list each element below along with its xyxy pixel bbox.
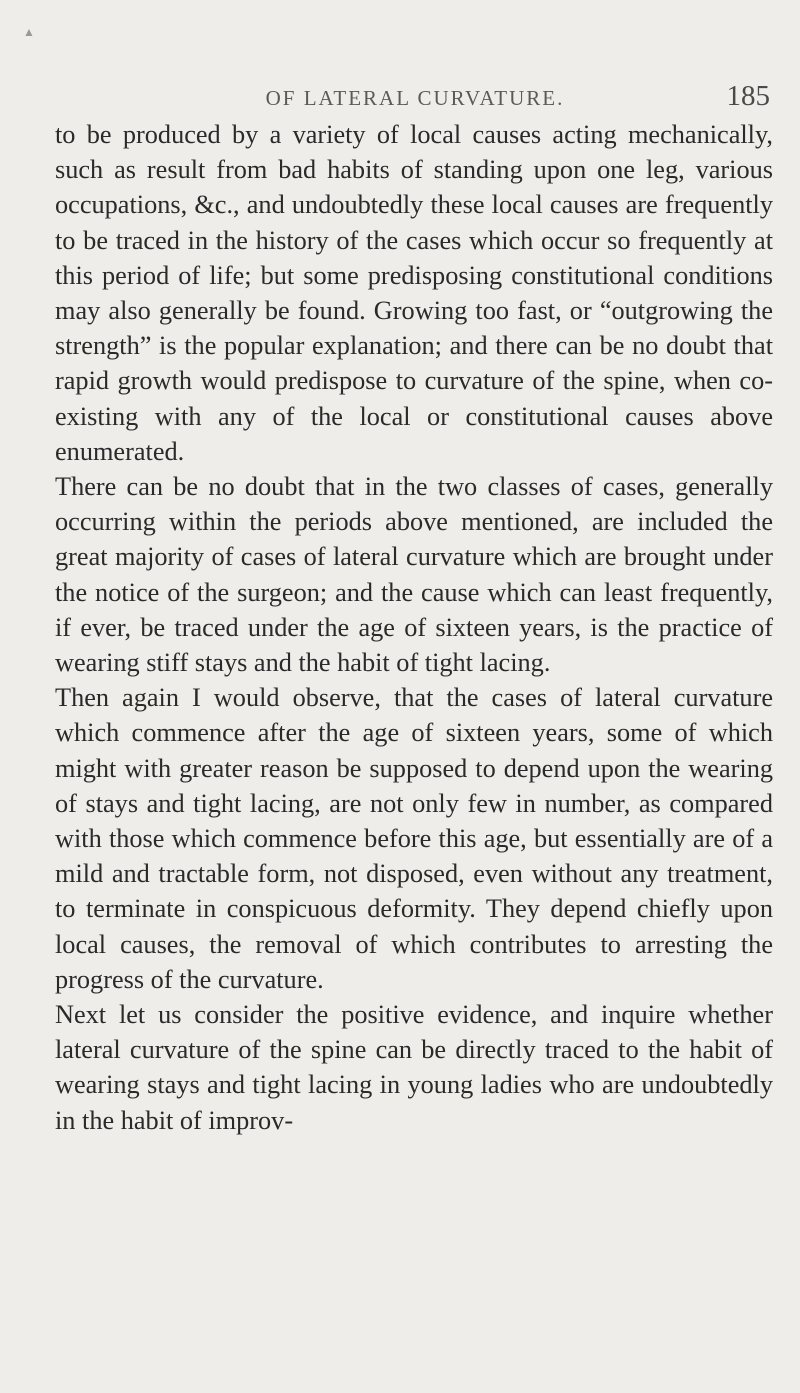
page-number: 185: [726, 80, 770, 112]
margin-mark: ▲: [23, 25, 35, 39]
paragraph-1: to be produced by a variety of local causes acting mechanically, such as result from bad habits of standing upon one leg, various occupations, &c., and undoubtedly these local causes are frequently to be traced in the history of the cases which occur so frequently at this period of life; but some predisposing constitutional conditions may also generally be found. Growing too fast, or “outgrowing the strength” is the popular explanation; and there can be no doubt that rapid growth would predispose to curvature of the spine, when co-existing with any of the local or constitutional causes above enumerated.: [55, 120, 773, 466]
header-title: OF LATERAL CURVATURE.: [265, 86, 565, 110]
paragraph-3: Then again I would observe, that the cases of lateral curvature which commence after the age of sixteen years, some of which might with greater reason be supposed to depend upon the wearing of stays and tight lacing, are not only few in number, as compared with those which commence before this age, but essentially are of a mild and tractable form, not disposed, even without any treatment, to terminate in conspicuous deformity. They depend chiefly upon local causes, the removal of which contributes to arresting the progress of the curvature.: [55, 683, 773, 994]
body-text: [55, 117, 773, 1138]
paragraph-4: Next let us consider the positive evidence, and inquire whether lateral curvature of the spine can be directly traced to the habit of wearing stays and tight lacing in young ladies who are undoubtedly in the habit of improv-: [55, 1000, 773, 1135]
paragraph-2: There can be no doubt that in the two classes of cases, generally occurring within the periods above mentioned, are included the great majority of cases of lateral curvature which are brought under the notice of the surgeon; and the cause which can least frequently, if ever, be traced under the age of sixteen years, is the practice of wearing stiff stays and the habit of tight lacing.: [55, 472, 773, 678]
